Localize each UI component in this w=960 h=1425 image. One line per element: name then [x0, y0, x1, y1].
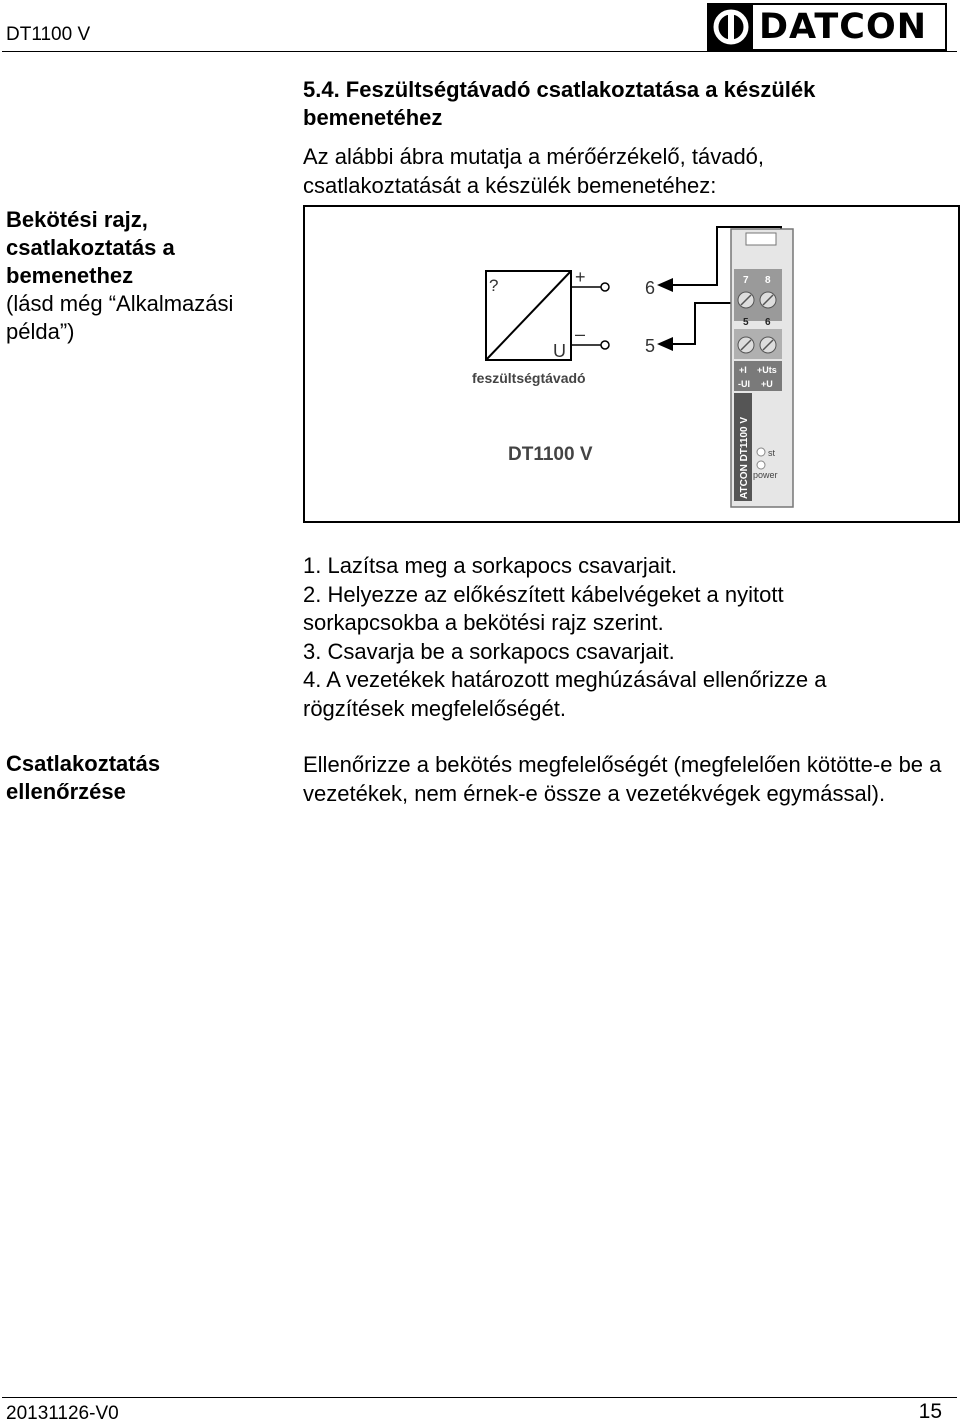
step-4: 4. A vezetékek határozott meghúzásával ellenőrizze a rögzítések megfelelőségét. [303, 667, 827, 721]
plus-sign: + [575, 267, 586, 287]
terminal-5-small-label: 5 [743, 317, 749, 328]
footer-rule [2, 1397, 957, 1398]
pin-plus-uts: +Uts [757, 365, 777, 375]
sidebar-check-title-2: ellenőrzése [6, 779, 126, 804]
pin-plus-u: +U [761, 379, 773, 389]
sidebar-check [6, 750, 160, 806]
terminal-6-small-label: 6 [765, 317, 771, 328]
led-power-icon [757, 461, 765, 469]
footer-doc-id: 20131126-V0 [6, 1403, 119, 1424]
wiring-diagram [303, 205, 960, 523]
logo-mark-icon [709, 5, 753, 49]
section-title: 5.4. Feszültségtávadó csatlakoztatása a készülék bemenetéhez [303, 77, 816, 130]
plus-terminal-icon [601, 283, 609, 291]
step-3: 3. Csavarja be a sorkapocs csavarjait. [303, 638, 675, 664]
terminal-7-label: 7 [743, 275, 749, 286]
device-label: DT1100 V [508, 444, 593, 465]
header-model: DT1100 V [6, 24, 91, 45]
transmitter-label: feszültségtávadó [472, 370, 586, 386]
check-text: Ellenőrizze a bekötés megfelelőségét (megfelelően kötötte-e be a vezetékek, nem érnek-e össze a vezetékvégek egymással). [303, 752, 942, 806]
transmitter-question-mark: ? [489, 276, 499, 295]
led-power-label: power [753, 470, 778, 480]
arrow-5-icon [657, 337, 673, 351]
pin-plus-i: +I [739, 365, 747, 375]
sidebar-wiring-note: (lásd még “Alkalmazási példa”) [6, 291, 234, 344]
sidebar-wiring-title: Bekötési rajz, csatlakoztatás a bemenethez [6, 207, 175, 288]
terminal-6-label: 6 [645, 278, 656, 298]
header-rule [2, 51, 957, 52]
minus-sign: – [575, 324, 586, 344]
device-top-clip [746, 233, 776, 245]
logo-text: DATCON [759, 7, 928, 47]
led-st-icon [757, 448, 765, 456]
step-2: 2. Helyezze az előkészített kábelvégeket a nyitott sorkapcsokba a bekötési rajz szerint. [303, 581, 784, 635]
datcon-logo [707, 3, 947, 51]
section-intro: Az alábbi ábra mutatja a mérőérzékelő, távadó, csatlakoztatását a készülék bemenetéhez: [303, 144, 765, 198]
sidebar-wiring [6, 206, 276, 346]
minus-terminal-icon [601, 341, 609, 349]
led-st-label: st [768, 448, 776, 458]
steps-list [303, 552, 923, 723]
step-1: 1. Lazítsa meg a sorkapocs csavarjait. [303, 553, 678, 578]
footer-page-number: 15 [918, 1400, 942, 1423]
device-side-text: ATCON DT1100 V [739, 416, 750, 499]
arrow-6-icon [657, 278, 673, 292]
pin-minus-ui: -UI [738, 379, 750, 389]
sidebar-check-title-1: Csatlakoztatás [6, 751, 161, 776]
terminal-8-label: 8 [765, 275, 771, 286]
terminal-5-label: 5 [645, 336, 656, 356]
transmitter-u-label: U [553, 341, 566, 361]
